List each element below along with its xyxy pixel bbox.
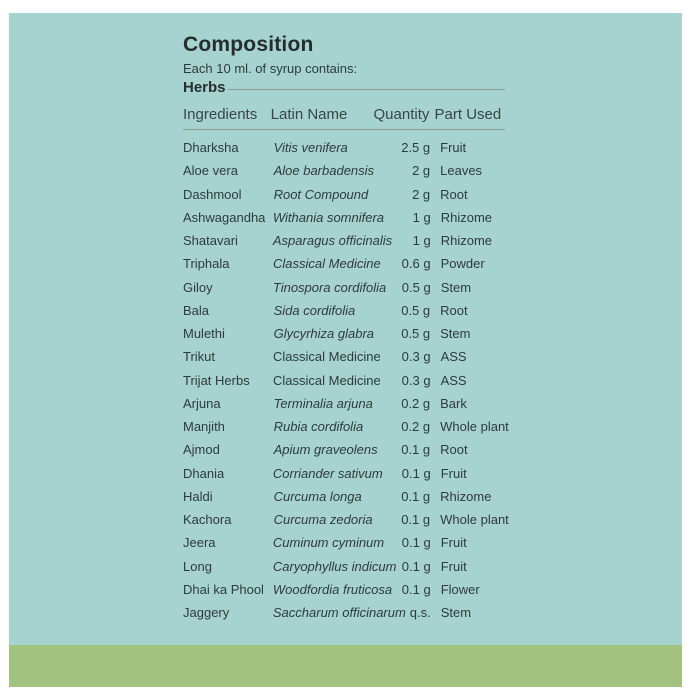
- ingredient-cell: Haldi: [183, 488, 213, 504]
- part-used-cell: Whole plant: [440, 419, 509, 434]
- part-used-cell: ASS: [440, 372, 467, 388]
- quantity-cell: 0.1 g: [401, 465, 431, 481]
- quantity-cell: 0.1 g: [401, 558, 431, 574]
- table-row: [183, 462, 513, 485]
- latin-name-cell: Glycyrhiza glabra: [273, 326, 375, 341]
- latin-name-cell: Withania somnifera: [272, 209, 385, 225]
- table-row: [183, 392, 513, 415]
- part-used-cell: Leaves: [440, 163, 483, 179]
- quantity-cell: 0.3 g: [401, 349, 431, 365]
- part-used-cell: Fruit: [440, 465, 467, 481]
- latin-name-cell: Classical Medicine: [273, 256, 381, 272]
- quantity-cell: q.s.: [409, 605, 431, 620]
- ingredient-cell: Dashmool: [183, 186, 242, 202]
- latin-name-cell: Asparagus officinalis: [272, 233, 393, 248]
- table-header: [183, 99, 505, 130]
- ingredient-cell: Trijat Herbs: [183, 372, 250, 388]
- ingredient-cell: Triphala: [183, 256, 230, 272]
- ingredient-cell: Giloy: [183, 279, 213, 295]
- table-row: [183, 438, 513, 461]
- part-used-cell: Fruit: [440, 140, 467, 155]
- ingredient-cell: Kachora: [183, 512, 232, 527]
- part-used-cell: Rhizome: [440, 488, 492, 504]
- table-row: [183, 601, 513, 624]
- table-row: [183, 136, 513, 159]
- table-row: [183, 299, 513, 322]
- ingredient-cell: Dhania: [183, 465, 225, 481]
- table-row: [183, 578, 513, 601]
- ingredient-cell: Long: [183, 558, 212, 574]
- latin-name-cell: Tinospora cordifolia: [272, 279, 387, 295]
- quantity-cell: 0.5 g: [401, 326, 431, 341]
- ingredient-cell: Aloe vera: [183, 163, 238, 179]
- part-used-cell: Stem: [440, 279, 472, 295]
- table-row: [183, 485, 513, 508]
- ingredient-cell: Dharksha: [183, 140, 239, 155]
- subtitle: Each 10 ml. of syrup contains:: [183, 61, 358, 76]
- quantity-cell: 0.1 g: [401, 535, 431, 551]
- latin-name-cell: Root Compound: [273, 186, 369, 202]
- latin-name-cell: Sida cordifolia: [273, 302, 356, 318]
- ingredient-cell: Ashwagandha: [183, 209, 266, 225]
- table-row: [183, 369, 513, 392]
- table-row: [183, 183, 513, 206]
- table-row: [183, 159, 513, 182]
- latin-name-cell: Curcuma longa: [273, 488, 362, 504]
- ingredient-cell: Jaggery: [183, 605, 230, 620]
- latin-name-cell: Classical Medicine: [273, 349, 381, 365]
- latin-name-cell: Cuminum cyminum: [272, 535, 385, 551]
- quantity-cell: 0.2 g: [401, 395, 431, 411]
- quantity-cell: 0.1 g: [401, 488, 431, 504]
- ingredient-cell: Manjith: [183, 419, 225, 434]
- quantity-cell: 0.1 g: [401, 581, 431, 597]
- ingredient-cell: Trikut: [183, 349, 216, 365]
- table-body: [183, 136, 513, 624]
- ingredient-cell: Jeera: [183, 535, 216, 551]
- footer-band: [9, 645, 682, 687]
- part-used-cell: Root: [440, 442, 468, 458]
- table-row: [183, 415, 513, 438]
- latin-name-cell: Classical Medicine: [273, 372, 381, 388]
- page-title: Composition: [183, 33, 314, 56]
- latin-name-cell: Caryophyllus indicum: [272, 558, 397, 574]
- section-header: [183, 79, 513, 99]
- latin-name-cell: Apium graveolens: [273, 442, 378, 458]
- latin-name-cell: Aloe barbadensis: [273, 163, 375, 179]
- part-used-cell: Stem: [440, 605, 472, 620]
- quantity-cell: 1 g: [412, 209, 431, 225]
- ingredient-cell: Ajmod: [183, 442, 220, 458]
- table-row: [183, 276, 513, 299]
- header-ingredients: Ingredients: [183, 105, 258, 123]
- table-row: [183, 206, 513, 229]
- quantity-cell: 2.5 g: [401, 140, 431, 155]
- latin-name-cell: Woodfordia fruticosa: [272, 581, 393, 597]
- section-label: Herbs: [183, 79, 226, 96]
- latin-name-cell: Vitis venifera: [273, 140, 348, 155]
- part-used-cell: Whole plant: [440, 512, 509, 527]
- part-used-cell: Flower: [440, 581, 480, 597]
- ingredient-cell: Shatavari: [183, 233, 238, 248]
- quantity-cell: 2 g: [412, 163, 431, 179]
- quantity-cell: 0.5 g: [401, 279, 431, 295]
- table-row: [183, 229, 513, 252]
- part-used-cell: Fruit: [440, 558, 467, 574]
- latin-name-cell: Saccharum officinarum: [272, 605, 406, 620]
- latin-name-cell: Rubia cordifolia: [273, 419, 364, 434]
- table-row: [183, 252, 513, 275]
- ingredient-cell: Dhai ka Phool: [183, 581, 264, 597]
- header-part-used: Part Used: [434, 105, 502, 123]
- quantity-cell: 2 g: [412, 186, 431, 202]
- composition-content: [183, 33, 513, 624]
- quantity-cell: 0.1 g: [401, 512, 431, 527]
- quantity-cell: 0.5 g: [401, 302, 431, 318]
- table-row: [183, 508, 513, 531]
- part-used-cell: Rhizome: [440, 233, 492, 248]
- quantity-cell: 0.3 g: [401, 372, 431, 388]
- ingredient-cell: Arjuna: [183, 395, 221, 411]
- part-used-cell: Bark: [440, 395, 467, 411]
- header-quantity: Quantity: [373, 105, 430, 123]
- quantity-cell: 0.1 g: [401, 442, 431, 458]
- part-used-cell: Powder: [440, 256, 485, 272]
- quantity-cell: 1 g: [412, 233, 431, 248]
- table-row: [183, 322, 513, 345]
- latin-name-cell: Corriander sativum: [272, 465, 383, 481]
- quantity-cell: 0.2 g: [401, 419, 431, 434]
- part-used-cell: Fruit: [440, 535, 467, 551]
- part-used-cell: Rhizome: [440, 209, 492, 225]
- part-used-cell: Stem: [440, 326, 471, 341]
- part-used-cell: ASS: [440, 349, 467, 365]
- header-latin-name: Latin Name: [270, 105, 348, 123]
- table-row: [183, 555, 513, 578]
- part-used-cell: Root: [440, 302, 468, 318]
- section-divider: [228, 89, 505, 90]
- table-row: [183, 531, 513, 554]
- quantity-cell: 0.6 g: [401, 256, 431, 272]
- table-row: [183, 345, 513, 368]
- ingredient-cell: Bala: [183, 302, 210, 318]
- latin-name-cell: Curcuma zedoria: [273, 512, 373, 527]
- latin-name-cell: Terminalia arjuna: [273, 395, 373, 411]
- ingredient-cell: Mulethi: [183, 326, 225, 341]
- part-used-cell: Root: [440, 186, 468, 202]
